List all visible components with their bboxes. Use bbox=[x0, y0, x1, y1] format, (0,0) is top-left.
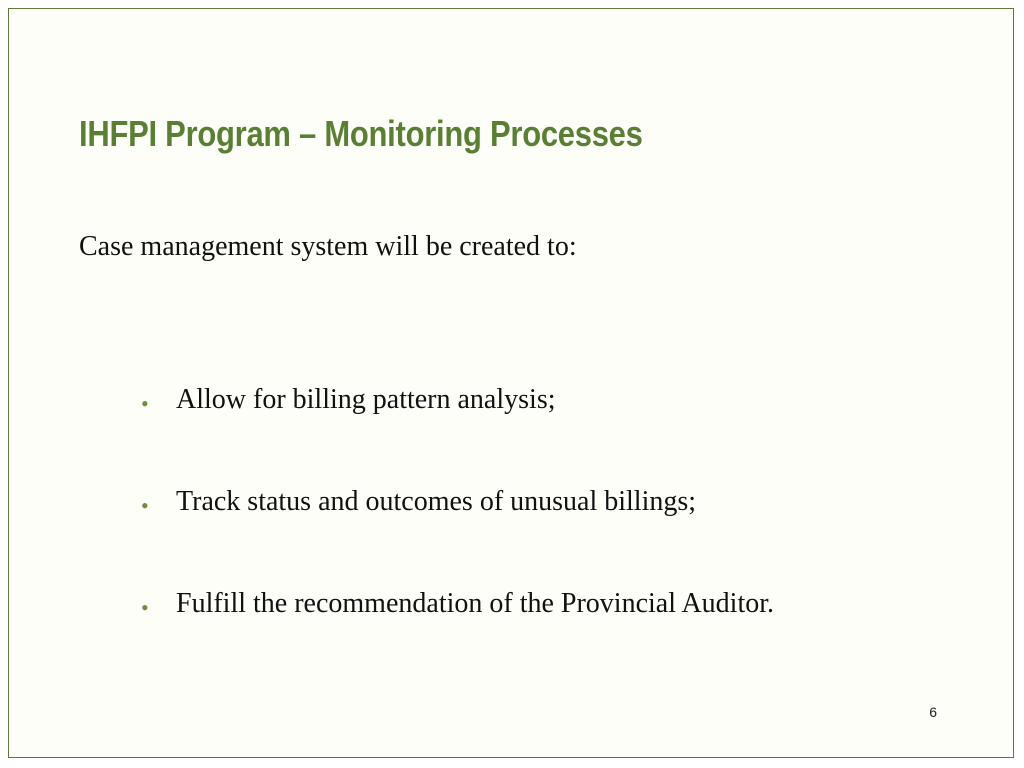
bullet-text: Allow for billing pattern analysis; bbox=[176, 384, 556, 415]
bullet-icon: • bbox=[141, 595, 149, 620]
bullet-icon: • bbox=[141, 493, 149, 518]
slide-title: IHFPI Program – Monitoring Processes bbox=[79, 113, 643, 154]
intro-text: Case management system will be created to: bbox=[79, 231, 577, 262]
page-number: 6 bbox=[929, 704, 937, 720]
slide bbox=[8, 8, 1014, 758]
bullet-text: Fulfill the recommendation of the Provincial Auditor. bbox=[176, 588, 775, 619]
bullet-text: Track status and outcomes of unusual billings; bbox=[176, 486, 697, 517]
bullet-icon: • bbox=[141, 391, 149, 416]
